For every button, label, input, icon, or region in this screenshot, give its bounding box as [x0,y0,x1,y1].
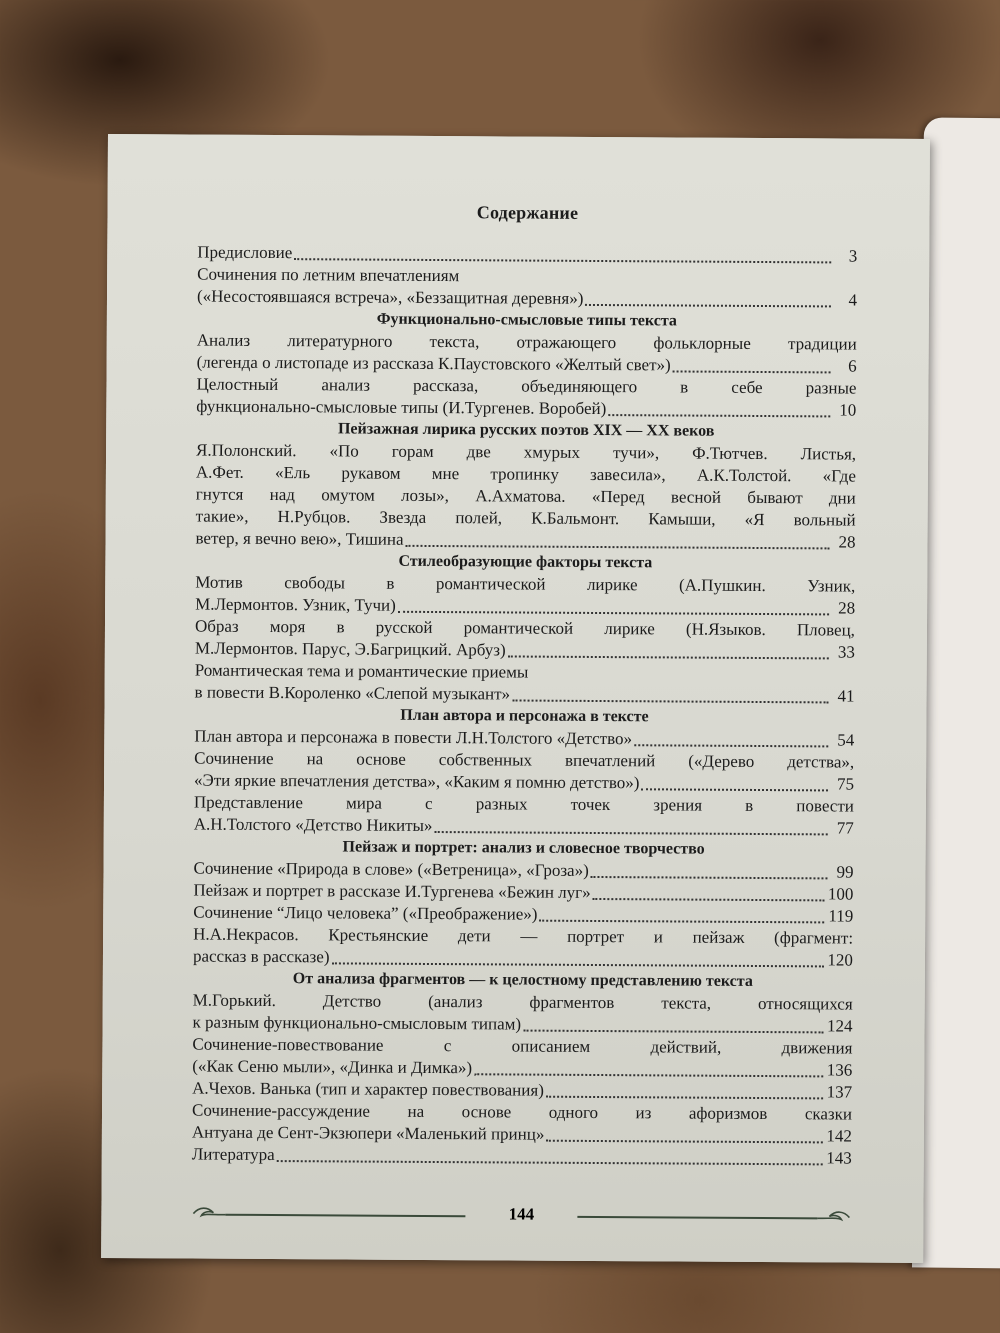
toc-entry-line: Мотив свободы в романтической лирике (А.Пушкин. Узник, [195,572,856,596]
section-heading: Функционально-смысловые типы текста [376,310,677,330]
toc-page-number: 33 [837,642,855,662]
dot-leader [591,875,828,879]
dot-leader [608,413,830,417]
toc-page-number: 99 [836,862,854,882]
toc-entry-line: рассказ в рассказе) [192,946,330,967]
toc-page-number: 54 [837,730,855,750]
section-heading: Стилеобразующие факторы текста [398,552,653,572]
dot-leader [546,1095,823,1100]
toc-entry-line: М.Горький. Детство (анализ фрагментов текста, относящихся [192,990,853,1014]
toc-entry-line: Н.А.Некрасов. Крестьянские дети — портрет и пейзаж (фрагмент: [193,924,854,948]
toc-entry-line: А.Фет. «Ель рукавом мне тропинку завесила», А.К.Толстой. «Где [195,462,856,486]
dot-leader [331,961,823,967]
section-heading: От анализа фрагментов — к целостному представлению текста [292,970,753,990]
toc-entry-line: Анализ литературного текста, отражающего фольклорные традиции [196,330,857,354]
dot-leader [539,919,824,924]
dot-leader [508,654,829,659]
dot-leader [673,369,831,373]
toc-entry-line: Целостный анализ рассказа, объединяющего в себе разные [196,374,857,398]
toc-entry-line: Сочинение-повествование с описанием действий, движения [192,1034,853,1058]
toc-entry-line: такие», Н.Рубцов. Звезда полей, К.Бальмонт. Камыши, «Я вольный [195,506,856,530]
toc-entry[interactable] [195,440,856,554]
toc-entry-last-line [197,286,857,312]
toc-entry-line: Сочинение на основе собственных впечатлений («Дерево детства», [194,748,855,772]
toc-page-number: 120 [827,950,854,970]
toc-entry[interactable] [196,374,856,422]
table-of-contents [192,201,858,1170]
toc-page-number: 137 [826,1082,853,1102]
toc-entry-last-line [195,682,855,708]
toc-page-number: 10 [839,400,857,420]
toc-page-number: 136 [826,1060,853,1080]
toc-entry-line: М.Лермонтов. Парус, Э.Багрицкий. Арбуз) [194,638,506,660]
dot-leader [406,544,830,550]
toc-entry[interactable] [193,924,853,972]
toc-entry[interactable] [192,1100,852,1148]
toc-entry-line: Представление мира с разных точек зрения в повести [193,792,854,816]
toc-entry-last-line [194,814,854,840]
toc-entry-line: Пейзаж и портрет в рассказе И.Тургенева «Бежин луг» [193,880,591,902]
toc-entry-last-line [196,396,856,422]
toc-entry-line: ветер, я вечно вею», Тишина [195,528,404,549]
toc-page-number: 4 [848,290,858,310]
toc-entry-line: в повести В.Короленко «Слепой музыкант» [194,682,511,704]
toc-page-number: 100 [827,884,854,904]
toc-entry-line: Романтическая тема и романтические приемы [194,660,529,682]
toc-entry-line: Сочинение “Лицо человека” («Преображение») [193,902,538,924]
toc-entry[interactable] [194,748,854,796]
toc-entry-line: Предисловие [197,242,293,263]
dot-leader [641,787,828,791]
toc-entry-line: («Несостоявшаяся встреча», «Беззащитная деревня») [196,286,584,308]
toc-page-number: 28 [838,532,856,552]
toc-entry-line: («Как Сеню мыли», «Динка и Димка») [192,1056,473,1078]
toc-entry[interactable] [195,572,855,620]
toc-entry-line: Антуана де Сент-Экзюпери «Маленький принц» [191,1122,545,1144]
toc-page-number: 6 [848,356,857,376]
toc-entry-line: Я.Полонский. «По горам две хмурых тучи», Ф.Тютчев. Листья, [196,440,857,464]
toc-entry[interactable] [195,616,855,664]
dot-leader [546,1139,822,1144]
toc-entry[interactable] [197,330,857,378]
toc-entry-line: Литература [191,1144,275,1165]
toc-page-number: 143 [826,1148,852,1168]
toc-entry-line: (легенда о листопаде из рассказа К.Паустовского «Желтый свет») [196,352,671,375]
toc-entry-line: А.Чехов. Ванька (тип и характер повествования) [192,1078,544,1100]
toc-page-number: 124 [827,1016,853,1036]
dot-leader [294,257,831,263]
dot-leader [523,1029,823,1034]
toc-entry-last-line [192,1144,852,1170]
book-page [101,134,930,1263]
toc-entry-last-line [195,528,855,554]
toc-entry-line: Сочинения по летним впечатлениям [197,264,460,286]
toc-page-number: 41 [837,686,855,706]
toc-page-number: 119 [828,906,854,926]
toc-entry[interactable] [195,660,855,708]
toc-entry[interactable] [194,792,854,840]
toc-entry-line: «Эти яркие впечатления детства», «Каким я помню детство») [193,770,640,793]
toc-sections [192,242,858,1170]
dot-leader [277,1159,823,1165]
dot-leader [593,897,824,901]
dot-leader [634,743,828,747]
toc-entry-line: План автора и персонажа в повести Л.Н.Толстого «Детство» [194,726,633,749]
toc-page-number: 28 [838,598,856,618]
dot-leader [585,303,831,308]
toc-title: Содержание [476,202,579,223]
right-ornament-icon [815,1208,851,1226]
toc-page-number: 3 [848,246,858,266]
dot-leader [512,698,828,703]
toc-entry[interactable] [192,1034,852,1082]
dot-leader [398,610,829,616]
toc-entry-line: к разным функционально-смысловым типам) [192,1012,522,1034]
toc-entry-line: функционально-смысловые типы (И.Тургенев. Воробей) [196,396,607,419]
toc-entry-last-line [192,1122,852,1148]
section-heading: Пейзажная лирика русских поэтов XIX — XX веков [337,420,715,440]
toc-entry[interactable] [193,990,853,1038]
section-heading: Пейзаж и портрет: анализ и словесное творчество [342,838,705,858]
toc-entry-line: Сочинение-рассуждение на основе одного из афоризмов сказки [191,1100,853,1124]
toc-entry[interactable] [197,264,857,312]
toc-page-number: 75 [836,774,855,794]
page-number: 144 [508,1204,535,1224]
dot-leader [474,1072,823,1077]
dot-leader [434,830,827,835]
section-heading: План автора и персонажа в тексте [400,706,649,726]
toc-page-number: 142 [826,1126,852,1146]
toc-entry-line: гнутся над омутом лозы», А.Ахматова. «Перед весной бывают дни [195,484,856,508]
toc-entry-line: Сочинение «Природа в слове» («Ветреница», «Гроза») [193,858,589,880]
toc-entry-line: А.Н.Толстого «Детство Никиты» [193,814,433,835]
toc-page-number: 77 [836,818,854,838]
toc-entry-line: Образ моря в русской романтической лирике (Н.Языков. Пловец, [194,616,856,640]
toc-entry-line: М.Лермонтов. Узник, Тучи) [195,594,396,615]
toc-entry[interactable] [192,1144,852,1170]
page-footer [191,1203,851,1231]
